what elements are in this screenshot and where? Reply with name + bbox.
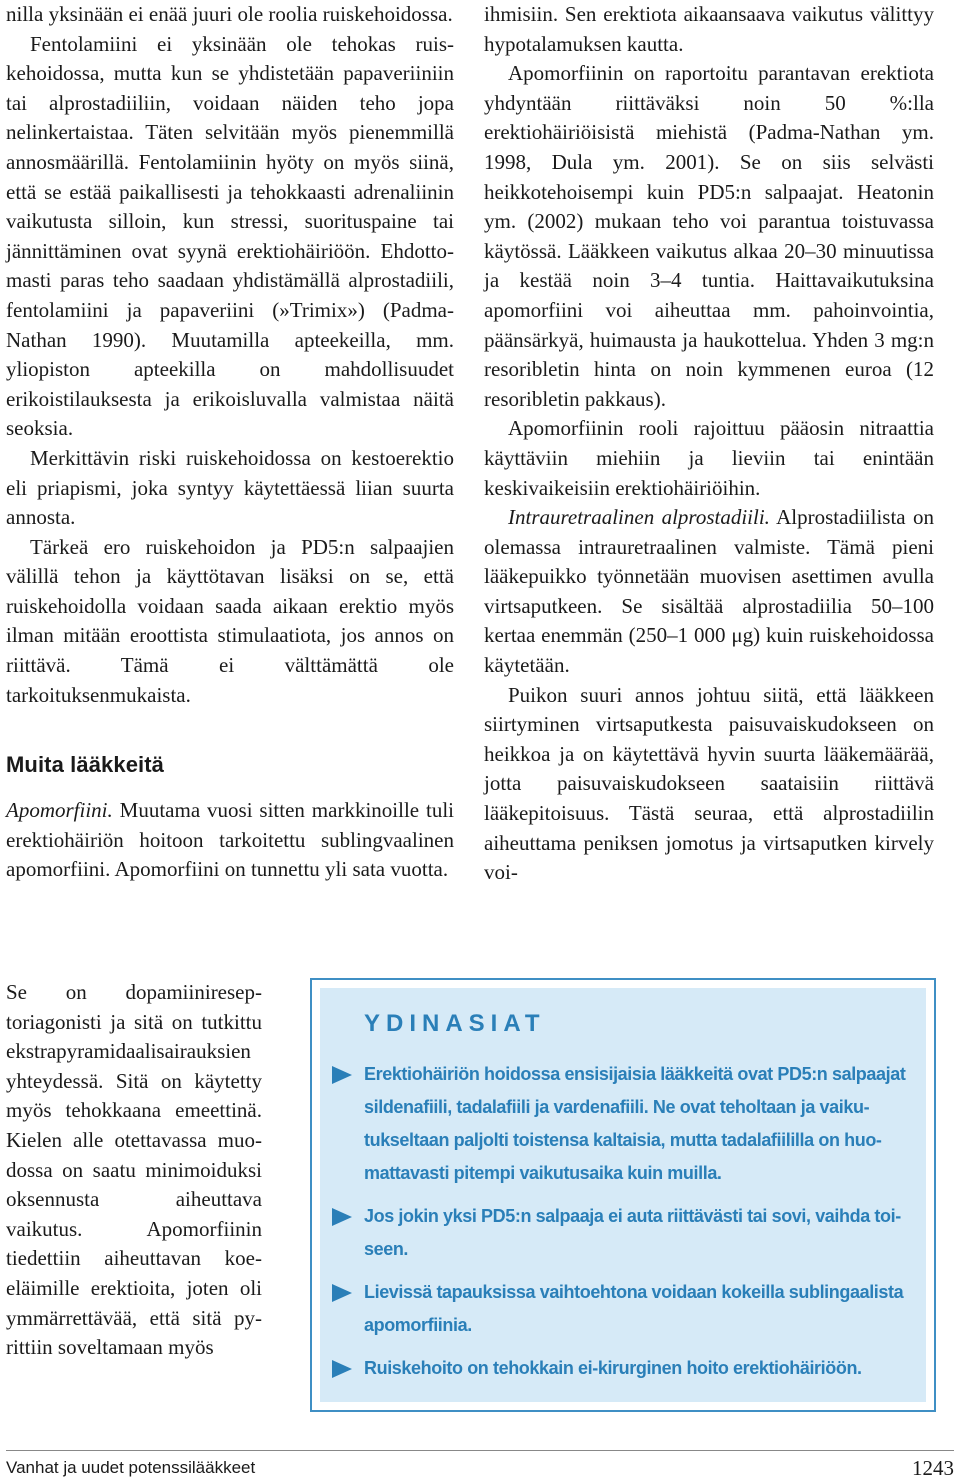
right-column	[484, 0, 934, 888]
running-footer-title: Vanhat ja uudet potenssilääkkeet	[6, 1458, 256, 1477]
key-point	[332, 1200, 912, 1266]
paragraph: Apomorfiinin rooli rajoittuu pääosin nitraattia käyttäviin miehiin ja lieviin tai enintään keskivaikeisiin erektiohäiriöihin.	[484, 416, 934, 500]
key-point	[332, 1352, 912, 1385]
key-points-title: YDINASIAT	[364, 1010, 546, 1037]
key-points-box	[310, 978, 936, 1412]
key-point-text: Jos jokin yksi PD5:n salpaaja ei auta riittävästi tai sovi, vaihda toiseen.	[364, 1206, 902, 1259]
paragraph-text: Muutama vuosi sitten markkinoille tuli erektiohäiriön hoitoon tarkoitettu sublingvaalinen apomorfiini. Apomorfiini on tunnettu yli sata vuotta.	[6, 798, 454, 882]
paragraph	[484, 503, 934, 681]
key-point-text: Lievissä tapauksissa vaihtoehtona voidaan kokeilla sublingaalista apomorfiinia.	[364, 1282, 904, 1335]
paragraph: Fentolamiini ei yksinään ole tehokas ruiskehoidossa, mutta kun se yhdistetään papaveriiniin tai alprostadiiliin, voidaan näiden teho jopa nelinkertaistaa. Täten selvitään myös pienemmillä annosmäärillä. Fentolamiinin hyöty on myös siinä, että se estää paikallisesti ja tehokkaasti adrenaliinin vaikutusta silloin, kun stressi, suorituspaine tai jännittäminen ovat syynä erektiohäiriöön. Ehdottomasti paras teho saadaan yhdistämällä alprostadiili, fentolamiini ja papaveriini (»Trimix») (Padma-Nathan 1990). Muutamilla apteekeilla, mm. yliopiston apteekilla on mahdollisuudet erikoistilauksesta ja erikoisluvalla valmistaa näitä seoksia.	[6, 31, 454, 441]
paragraph-lead: Intrauretraalinen alprostadiili.	[508, 505, 770, 530]
arrow-bullet-icon	[332, 1284, 352, 1302]
key-point	[332, 1058, 912, 1190]
arrow-bullet-icon	[332, 1360, 352, 1378]
left-column	[6, 0, 454, 885]
paragraph: Tärkeä ero ruiskehoidon ja PD5:n salpaajien välillä tehon ja käyttötavan lisäksi on se, että ruiskehoidolla voidaan saada aikaan erektio myös ilman mitään eroottista stimulaatiota, jos annos on riittävä. Tämä ei välttämättä ole tarkoituksenmukaista.	[6, 534, 454, 707]
key-point-text: Erektiohäiriön hoidossa ensisijaisia lääkkeitä ovat PD5:n salpaajat sildenafiili, tadalafiili ja vardenafiili. Ne ovat teholtaan ja vaikutukseltaan paljolti toistensa kaltaisia, mutta tadalafiililla on huomattavasti pitempi vaikutusaika kuin muilla.	[364, 1064, 906, 1183]
arrow-bullet-icon	[332, 1208, 352, 1226]
paragraph-text: Alprostadiilista on olemassa intrauretraalinen valmiste. Tämä pieni lääkepuikko työnnetään muovisen asettimen avulla virtsaputkeen. Se sisältää alprostadiilia 50–100 kertaa enemmän (250–1 000 μg) kuin ruiskehoidossa käytetään.	[484, 505, 934, 678]
key-points-list	[332, 1058, 912, 1395]
paragraph-lead: Apomorfiini.	[6, 798, 113, 823]
paragraph: ihmisiin. Sen erektiota aikaansaava vaikutus välittyy hypotalamuksen kautta.	[484, 2, 934, 56]
paragraph: Puikon suuri annos johtuu siitä, että lääkkeen siirtyminen virtsaputkesta paisuvaiskudokseen on heikkoa ja on käytettävä hyvin suurta lääkemäärää, jotta paisuvaiskudokseen saataisiin riittävä lääkepitoisuus. Tästä seuraa, että alprostadiilin aiheuttama peniksen jomotus ja virtsaputken kirvely voi-	[484, 682, 934, 885]
narrow-text-block	[6, 978, 262, 1363]
arrow-bullet-icon	[332, 1066, 352, 1084]
paragraph: nilla yksinään ei enää juuri ole roolia ruiskehoidossa.	[6, 2, 453, 26]
paragraph: Apomorfiinin on raportoitu parantavan erektiota yhdyntään riittäväksi noin 50 %:lla erektiohäiriöisistä miehistä (Padma-Nathan ym. 1998, Dula ym. 2001). Se on siis selvästi heikkotehoisempi kuin PD5:n salpaajat. Heatonin ym. (2002) mukaan teho voi parantua toistuvassa käytössä. Lääkkeen vaikutus alkaa 20–30 minuutissa ja kestää noin 3–4 tuntia. Haittavaikutuksina apomorfiini voi aiheuttaa mm. pahoinvointia, päänsärkyä, huimausta ja haukottelua. Yhden 3 mg:n resoribletin hinta on noin kymmenen euroa (12 resoribletin pakkaus).	[484, 61, 934, 411]
paragraph: Merkittävin riski ruiskehoidossa on kestoerektio eli priapismi, joka syntyy käytettäessä liian suurta annosta.	[6, 445, 454, 530]
paragraph: Se on dopamiinireseptoriagonisti ja sitä on tutkittu ekstrapyramidaalisairauksien yhteydessä. Sitä on käytetty myös tehokkaana emeettinä. Kielen alle otettavassa muodossa on saatu minimoiduksi oksennusta aiheuttava vaikutus. Apomorfiinin tiedettiin aiheuttavan koe-eläimille erektioita, joten oli ymmärrettävää, että sitä pyrittiin soveltamaan myös	[6, 980, 262, 1360]
paragraph	[6, 796, 454, 885]
key-point	[332, 1276, 912, 1342]
section-heading: Muita lääkkeitä	[6, 752, 165, 778]
footer-divider	[6, 1450, 954, 1451]
key-point-text: Ruiskehoito on tehokkain ei-kirurginen hoito erektiohäiriöön.	[364, 1358, 862, 1378]
page-number: 1243	[912, 1456, 954, 1480]
